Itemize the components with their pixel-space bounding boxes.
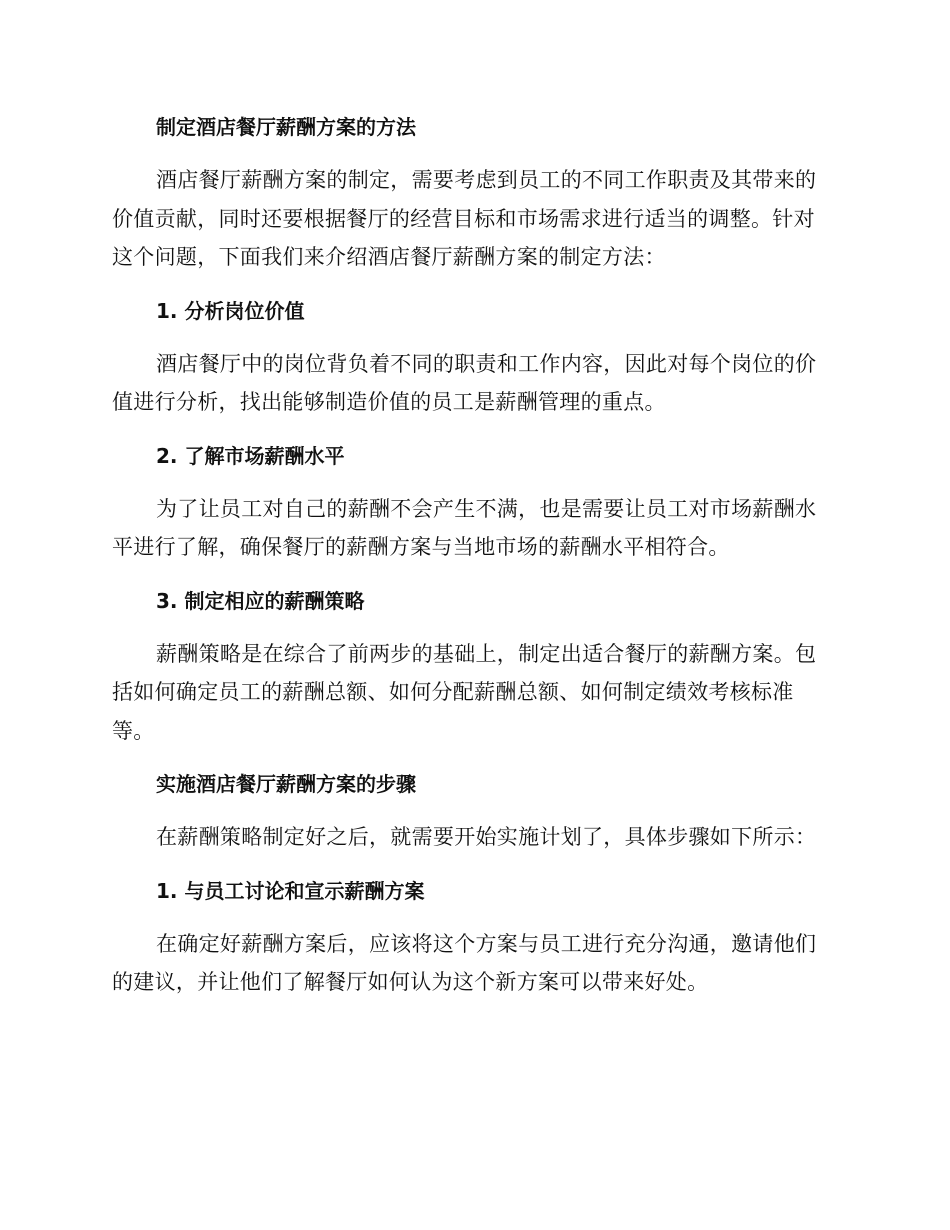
impl-heading-discuss-plan: 1. 与员工讨论和宣示薪酬方案 xyxy=(156,878,425,903)
step-body-market-salary: 为了让员工对自己的薪酬不会产生不满，也是需要让员工对市场薪酬水平进行了解，确保餐厅的薪酬方案与当地市场的薪酬水平相符合。 xyxy=(112,496,817,559)
step-heading-market-salary: 2. 了解市场薪酬水平 xyxy=(156,443,345,468)
section-intro-implementation: 在薪酬策略制定好之后，就需要开始实施计划了，具体步骤如下所示： xyxy=(156,825,817,849)
section-heading-methods: 制定酒店餐厅薪酬方案的方法 xyxy=(156,115,416,139)
section-heading-implementation: 实施酒店餐厅薪酬方案的步骤 xyxy=(156,772,416,796)
step-heading-analyze-position: 1. 分析岗位价值 xyxy=(156,298,305,323)
step-body-salary-strategy: 薪酬策略是在综合了前两步的基础上，制定出适合餐厅的薪酬方案。包括如何确定员工的薪酬总额、如何分配薪酬总额、如何制定绩效考核标准等。 xyxy=(112,641,817,743)
document-body xyxy=(112,108,834,1002)
impl-body-discuss-plan: 在确定好薪酬方案后，应该将这个方案与员工进行充分沟通，邀请他们的建议，并让他们了解餐厅如何认为这个新方案可以带来好处。 xyxy=(112,931,817,994)
section-intro-methods: 酒店餐厅薪酬方案的制定，需要考虑到员工的不同工作职责及其带来的价值贡献，同时还要根据餐厅的经营目标和市场需求进行适当的调整。针对这个问题，下面我们来介绍酒店餐厅薪酬方案的制定方法： xyxy=(112,168,817,269)
step-body-analyze-position: 酒店餐厅中的岗位背负着不同的职责和工作内容，因此对每个岗位的价值进行分析，找出能够制造价值的员工是薪酬管理的重点。 xyxy=(112,351,817,414)
step-heading-salary-strategy: 3. 制定相应的薪酬策略 xyxy=(156,588,365,613)
